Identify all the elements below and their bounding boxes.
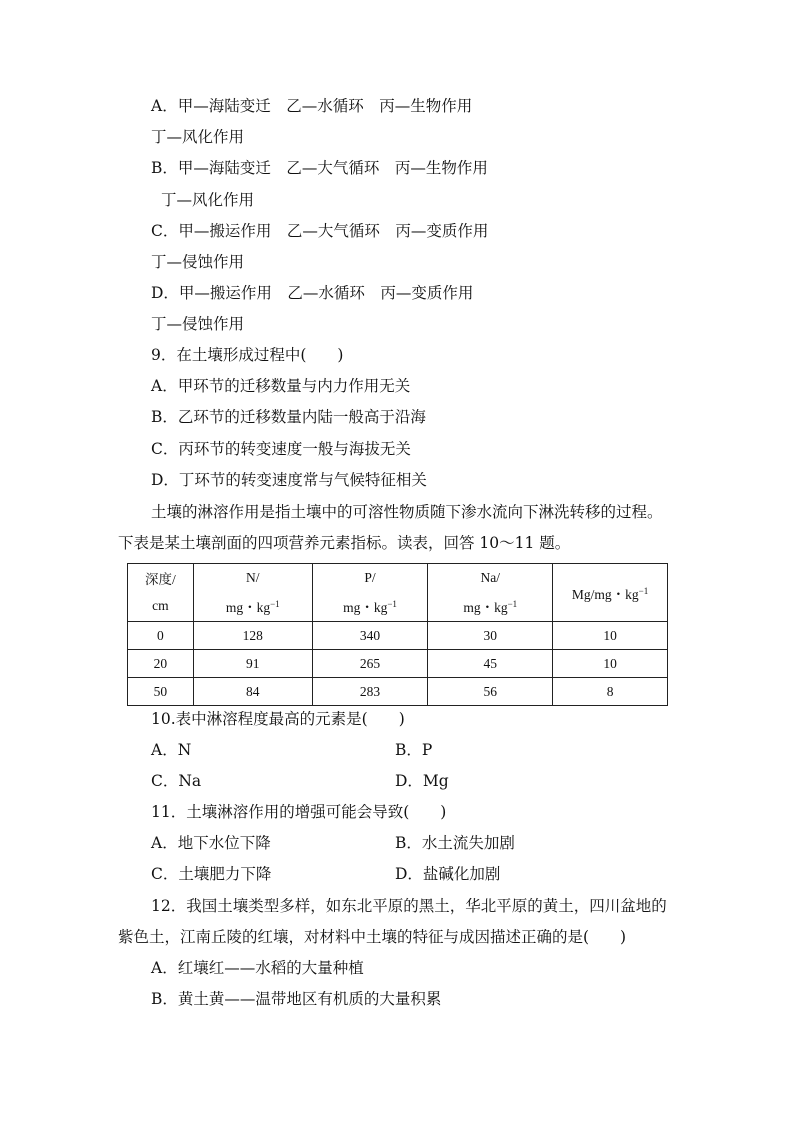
- passage-line-1: 土壤的淋溶作用是指土壤中的可溶性物质随下渗水流向下淋洗转移的过程。: [151, 503, 663, 521]
- q12-stem-line-2: 紫色土，江南丘陵的红壤，对材料中土壤的特征与成因描述正确的是( ): [118, 928, 627, 946]
- table-header-row: [128, 564, 668, 622]
- header-p-top: P/: [364, 569, 376, 585]
- cell-n: 84: [193, 678, 312, 706]
- cell-n: 128: [193, 622, 312, 650]
- q10-stem: 10.表中淋溶程度最高的元素是( ): [151, 710, 405, 728]
- table-row: [128, 650, 668, 678]
- header-depth: [128, 564, 194, 622]
- header-n-unit: [194, 591, 312, 621]
- header-na-top: Na/: [480, 569, 501, 585]
- q8-option-a-line2: 丁—风化作用: [151, 128, 245, 146]
- q8-option-c-line1: C．甲—搬运作用 乙—大气循环 丙—变质作用: [151, 222, 489, 240]
- q11-option-b: B．水土流失加剧: [395, 834, 515, 852]
- q10-option-a: A．N: [151, 741, 192, 759]
- header-n: [193, 564, 312, 622]
- q12-stem-line-1: 12．我国土壤类型多样，如东北平原的黑土，华北平原的黄土，四川盆地的: [151, 897, 667, 915]
- header-p: [312, 564, 428, 622]
- cell-depth: 20: [128, 650, 194, 678]
- header-n-top: N/: [245, 569, 260, 585]
- header-mg-exponent: −1: [638, 585, 649, 596]
- header-na: [428, 564, 553, 622]
- q8-option-b-line2: 丁—风化作用: [161, 191, 255, 209]
- table-row: [128, 622, 668, 650]
- header-na-exponent: −1: [507, 598, 518, 609]
- passage-line-2: 下表是某土壤剖面的四项营养元素指标。读表，回答 10～11 题。: [118, 534, 571, 552]
- q8-option-d-line2: 丁—侵蚀作用: [151, 315, 245, 333]
- cell-p: 340: [312, 622, 428, 650]
- header-na-unit: [428, 591, 552, 621]
- q9-option-d: D．丁环节的转变速度常与气候特征相关: [151, 471, 427, 489]
- header-p-unit: [313, 591, 428, 621]
- nutrient-table: [127, 563, 668, 706]
- header-na-bottom: mg・kg: [463, 599, 508, 615]
- cell-na: 56: [428, 678, 553, 706]
- cell-p: 265: [312, 650, 428, 678]
- header-p-bottom: mg・kg: [343, 599, 388, 615]
- header-mg: [553, 564, 668, 622]
- header-depth-top: 深度/: [145, 571, 176, 587]
- cell-na: 30: [428, 622, 553, 650]
- cell-mg: 10: [553, 622, 668, 650]
- q11-option-c: C．土壤肥力下降: [151, 865, 272, 883]
- q8-option-c-line2: 丁—侵蚀作用: [151, 253, 245, 271]
- q9-option-b: B．乙环节的迁移数量内陆一般高于沿海: [151, 408, 426, 426]
- q11-option-a: A．地下水位下降: [151, 834, 271, 852]
- q8-option-a-line1: A．甲—海陆变迁 乙—水循环 丙—生物作用: [151, 97, 473, 115]
- q8-option-d-line1: D．甲—搬运作用 乙—水循环 丙—变质作用: [151, 284, 474, 302]
- table-row: [128, 678, 668, 706]
- q9-option-c: C．丙环节的转变速度一般与海拔无关: [151, 440, 411, 458]
- q9-stem: 9．在土壤形成过程中( ): [151, 346, 344, 364]
- header-depth-bottom: cm: [152, 597, 169, 613]
- cell-depth: 0: [128, 622, 194, 650]
- cell-n: 91: [193, 650, 312, 678]
- cell-p: 283: [312, 678, 428, 706]
- q11-stem: 11．土壤淋溶作用的增强可能会导致( ): [151, 803, 447, 821]
- cell-na: 45: [428, 650, 553, 678]
- q12-option-a: A．红壤红——水稻的大量种植: [151, 959, 364, 977]
- cell-depth: 50: [128, 678, 194, 706]
- cell-mg: 10: [553, 650, 668, 678]
- cell-mg: 8: [553, 678, 668, 706]
- header-mg-top: Mg/mg・kg: [571, 586, 639, 602]
- q10-option-b: B．P: [395, 741, 433, 759]
- q10-option-c: C．Na: [151, 772, 202, 790]
- header-n-bottom: mg・kg: [225, 599, 271, 615]
- q8-option-b-line1: B．甲—海陆变迁 乙—大气循环 丙—生物作用: [151, 159, 488, 177]
- q11-option-d: D．盐碱化加剧: [395, 865, 501, 883]
- q12-option-b: B．黄土黄——温带地区有机质的大量积累: [151, 990, 442, 1008]
- q9-option-a: A．甲环节的迁移数量与内力作用无关: [151, 377, 411, 395]
- header-p-exponent: −1: [387, 598, 397, 609]
- header-mg-unit: [553, 578, 667, 608]
- q10-option-d: D．Mg: [395, 772, 449, 790]
- header-n-exponent: −1: [270, 598, 280, 609]
